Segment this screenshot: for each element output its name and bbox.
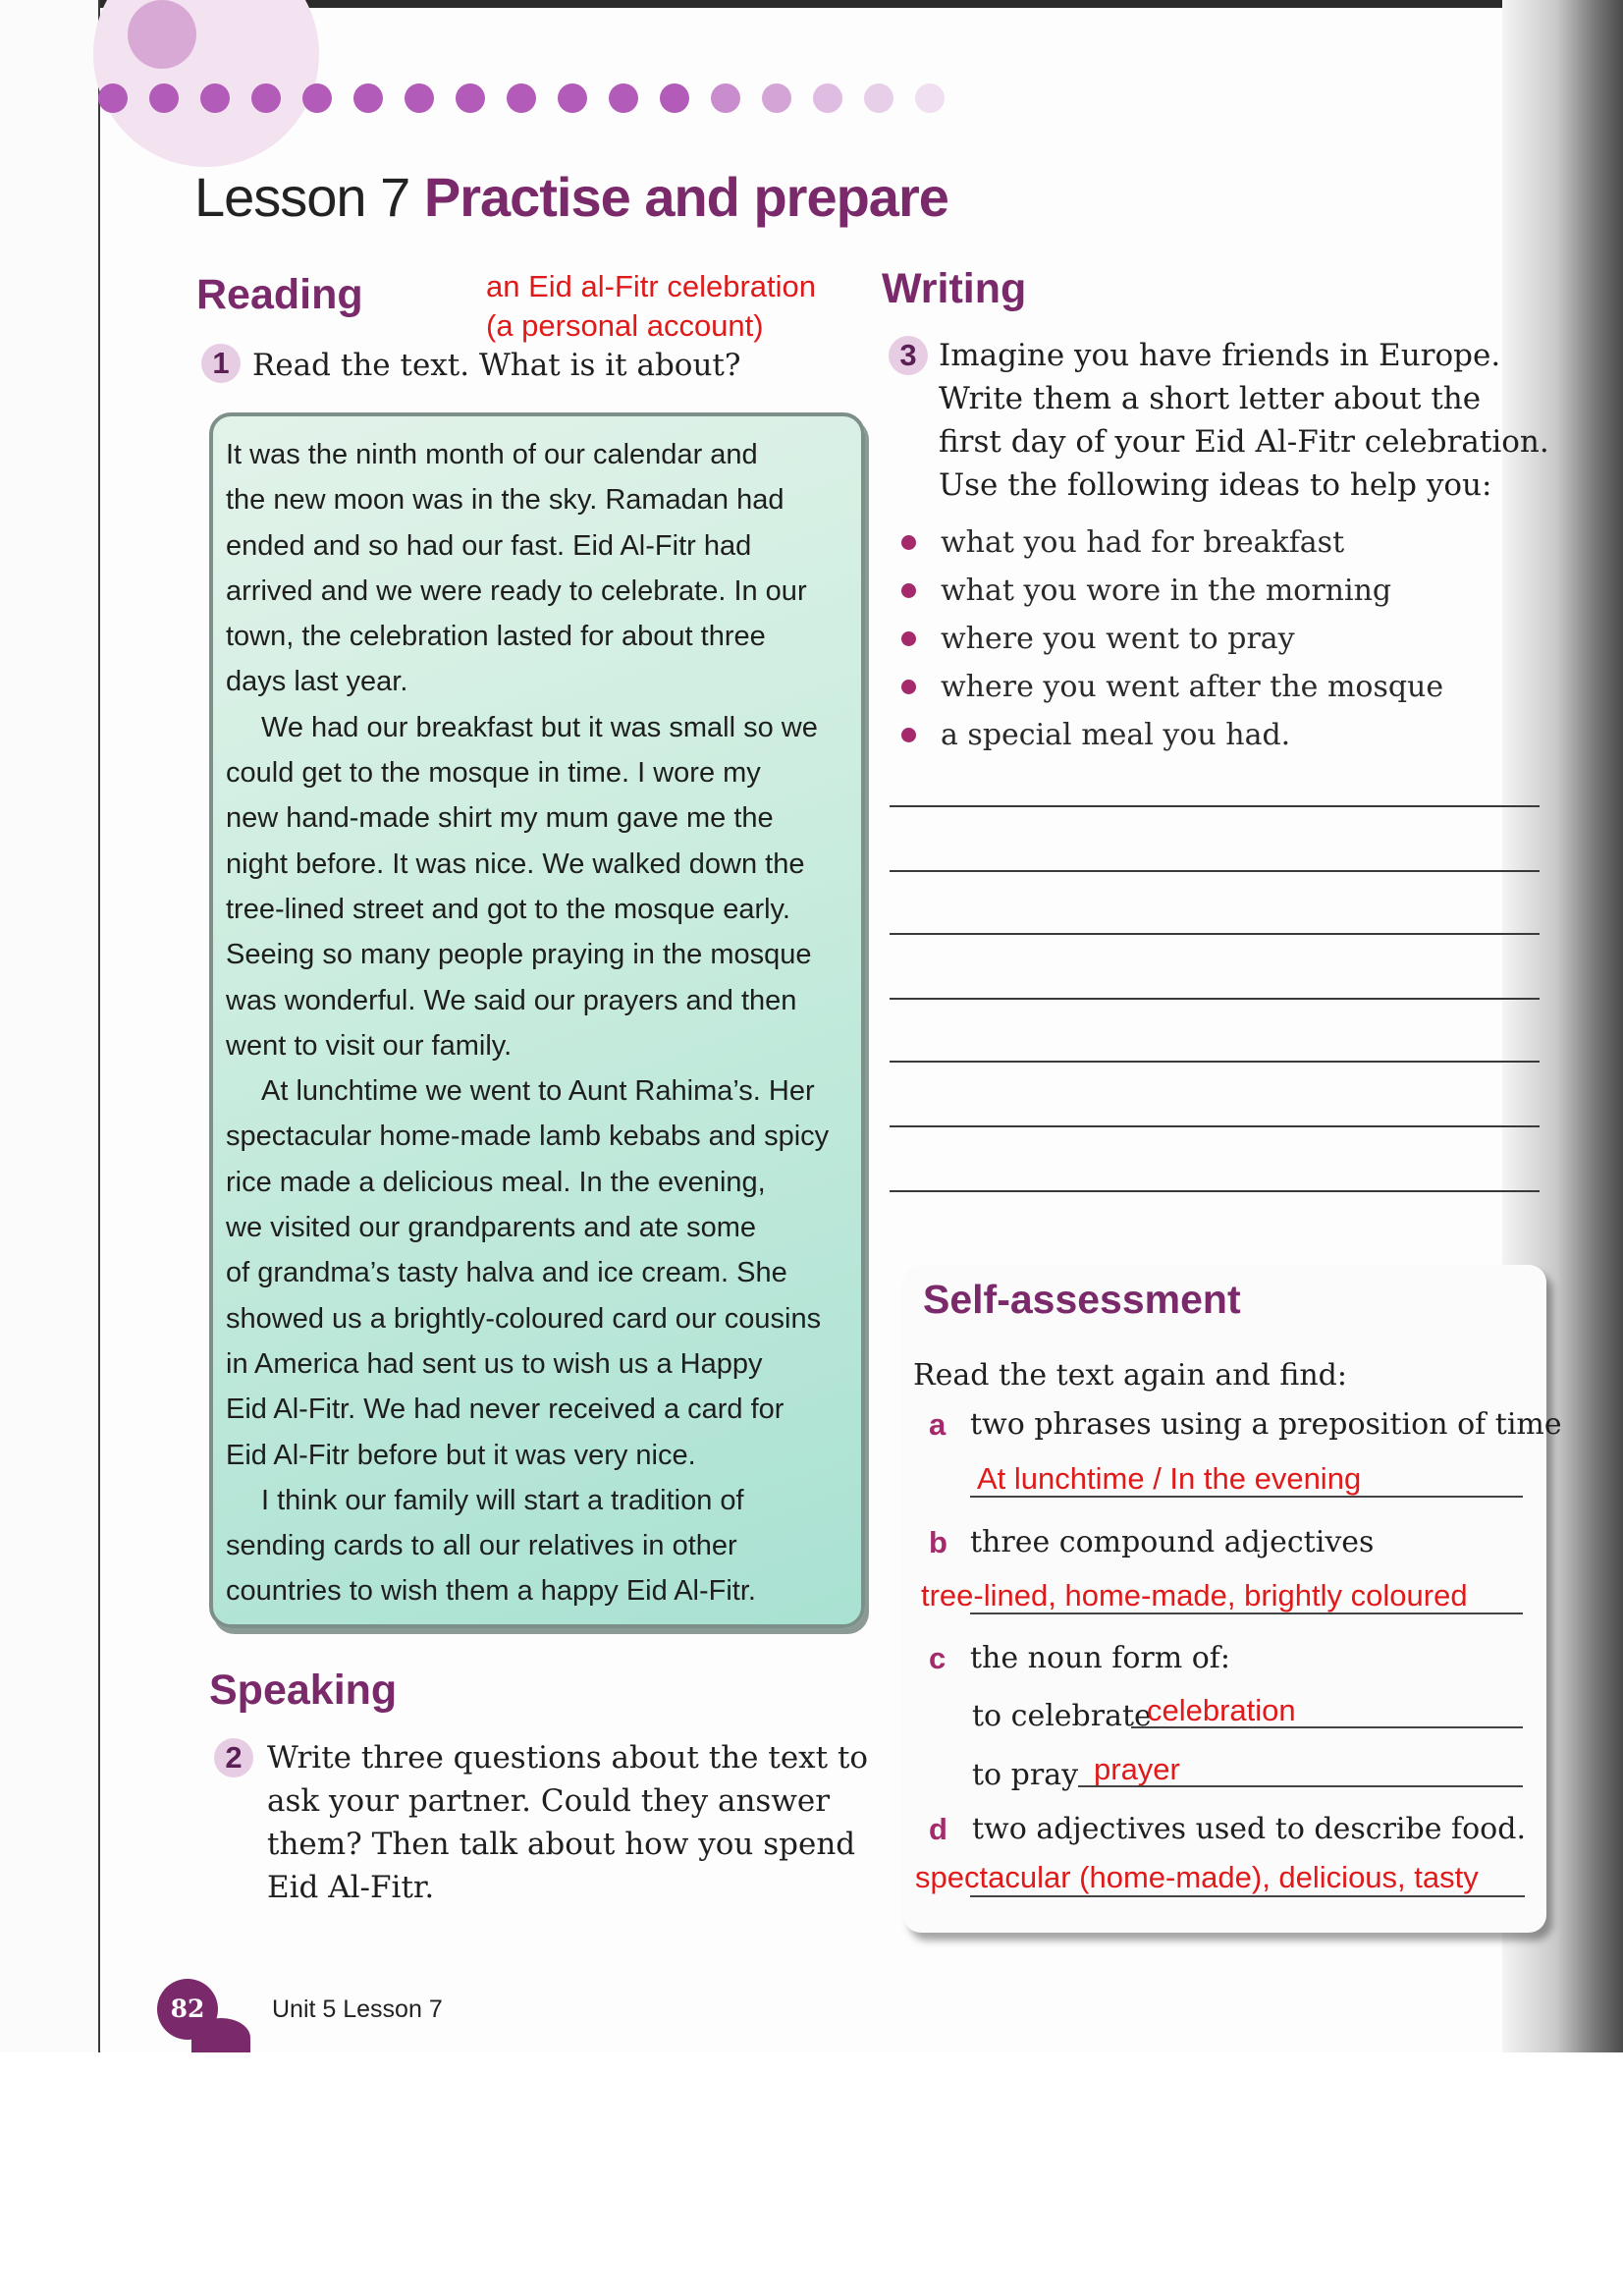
page-number: 82 [157, 1979, 218, 2040]
passage-line: days last year. [226, 666, 408, 698]
list-item [895, 711, 1485, 759]
passage-line: could get to the mosque in time. I wore my [226, 757, 761, 790]
passage-line: sending cards to all our relatives in other [226, 1530, 737, 1562]
passage-line: It was the ninth month of our calendar and [226, 439, 758, 470]
decorative-dot [762, 83, 791, 113]
lesson-name: Practise and prepare [423, 166, 948, 228]
self-assessment-intro: Read the text again and find: [913, 1358, 1347, 1393]
writing-line: first day of your Eid Al-Fitr celebration. [939, 424, 1549, 460]
passage-line: showed us a brightly-coloured card our cousins [226, 1302, 822, 1335]
decorative-circle-small [128, 0, 196, 69]
decorative-dot [660, 83, 689, 113]
speaking-line: Write three questions about the text to [267, 1740, 869, 1776]
decorative-dot [558, 83, 587, 113]
item-letter: c [929, 1641, 947, 1675]
decorative-dot [405, 83, 434, 113]
writing-answer-line[interactable] [890, 1190, 1540, 1192]
decorative-dot [149, 83, 179, 113]
answer-line[interactable] [1131, 1726, 1523, 1728]
answer-line[interactable] [970, 1613, 1523, 1614]
passage-line: spectacular home-made lamb kebabs and spicy [226, 1121, 830, 1153]
decorative-dot [456, 83, 485, 113]
passage-line: new hand-made shirt my mum gave me the [226, 802, 774, 835]
passage-line: Eid Al-Fitr before but it was very nice. [226, 1439, 696, 1471]
decorative-dot-row [98, 83, 982, 119]
bullet-icon [901, 680, 916, 694]
writing-instruction [939, 334, 1549, 507]
decorative-dot [98, 83, 128, 113]
speaking-line: ask your partner. Could they answer [267, 1783, 831, 1819]
answer-line[interactable] [970, 1895, 1525, 1897]
item-letter: b [929, 1525, 947, 1559]
list-item-text: what you wore in the morning [941, 574, 1392, 608]
passage-line: I think our family will start a tradition of [261, 1484, 744, 1516]
reading-heading: Reading [196, 271, 363, 318]
decorative-dot [915, 83, 945, 113]
passage-line: the new moon was in the sky. Ramadan had [226, 484, 784, 517]
writing-answer-line[interactable] [890, 870, 1540, 872]
writing-heading: Writing [882, 265, 1027, 312]
writing-answer-line[interactable] [890, 1125, 1540, 1127]
item-c2-answer: prayer [1094, 1752, 1180, 1786]
speaking-line: them? Then talk about how you spend [267, 1827, 856, 1862]
item-b-answer: tree-lined, home-made, brightly coloured [921, 1578, 1468, 1613]
passage-line: in America had sent us to wish us a Happy [226, 1347, 763, 1380]
self-assessment-title: Self-assessment [923, 1277, 1241, 1322]
list-item [895, 615, 1485, 663]
decorative-dot [200, 83, 230, 113]
passage-line: arrived and we were ready to celebrate. In our [226, 574, 807, 607]
item-letter: a [929, 1407, 947, 1442]
speaking-line: Eid Al-Fitr. [267, 1870, 435, 1905]
lesson-prefix: Lesson 7 [194, 166, 410, 228]
bullet-icon [901, 631, 916, 646]
exercise-number: 2 [214, 1738, 253, 1777]
passage-line: rice made a delicious meal. In the evening, [226, 1166, 766, 1198]
list-item-text: where you went to pray [941, 622, 1295, 656]
lesson-title [194, 165, 948, 229]
passage-line: ended and so had our fast. Eid Al-Fitr had [226, 529, 752, 562]
writing-line: Use the following ideas to help you: [939, 467, 1492, 503]
passage-line: was wonderful. We said our prayers and then [226, 984, 797, 1016]
item-c1-prompt: to celebrate [972, 1699, 1152, 1733]
speaking-instruction [267, 1736, 868, 1909]
passage-line: tree-lined street and got to the mosque early. [226, 893, 790, 925]
footer-unit-label: Unit 5 Lesson 7 [272, 1995, 443, 2023]
item-c-text: the noun form of: [970, 1641, 1230, 1675]
decorative-dot [353, 83, 383, 113]
decorative-dot [251, 83, 281, 113]
item-a-text: two phrases using a preposition of time [970, 1407, 1562, 1442]
list-item [895, 663, 1485, 711]
passage-line: Seeing so many people praying in the mosque [226, 939, 812, 971]
item-d-answer: spectacular (home-made), delicious, tasty [915, 1860, 1479, 1894]
writing-answer-line[interactable] [890, 805, 1540, 807]
item-a-answer: At lunchtime / In the evening [977, 1461, 1362, 1496]
passage-line: town, the celebration lasted for about three [226, 621, 766, 653]
writing-line: Imagine you have friends in Europe. [939, 338, 1501, 373]
passage-line: Eid Al-Fitr. We had never received a card for [226, 1394, 784, 1426]
item-d-text: two adjectives used to describe food. [972, 1812, 1526, 1846]
exercise-number: 1 [201, 344, 241, 383]
passage-line: of grandma’s tasty halva and ice cream. She [226, 1257, 787, 1289]
list-item-text: where you went after the mosque [941, 670, 1444, 704]
list-item [895, 519, 1485, 567]
reading-instruction: Read the text. What is it about? [252, 348, 741, 383]
answer-line[interactable] [970, 1496, 1523, 1498]
decorative-dot [609, 83, 638, 113]
passage-line: countries to wish them a happy Eid Al-Fitr. [226, 1575, 756, 1608]
passage-line: went to visit our family. [226, 1029, 513, 1062]
reading-answer-line1: an Eid al-Fitr celebration [486, 269, 816, 303]
writing-line: Write them a short letter about the [939, 381, 1482, 416]
reading-answer-line2: (a personal account) [486, 308, 764, 343]
passage-line: we visited our grandparents and ate some [226, 1212, 757, 1244]
list-item-text: what you had for breakfast [941, 525, 1345, 560]
passage-line: We had our breakfast but it was small so we [261, 711, 818, 743]
item-c2-prompt: to pray [972, 1758, 1079, 1792]
item-letter: d [929, 1812, 947, 1846]
exercise-number: 3 [889, 336, 928, 375]
list-item [895, 567, 1485, 615]
decorative-dot [864, 83, 893, 113]
bullet-icon [901, 535, 916, 550]
reading-passage [226, 432, 854, 1614]
list-item-text: a special meal you had. [941, 718, 1291, 752]
item-b-text: three compound adjectives [970, 1525, 1375, 1559]
decorative-dot [813, 83, 842, 113]
speaking-heading: Speaking [209, 1667, 398, 1714]
scan-blank-area [0, 2052, 1623, 2296]
decorative-dot [302, 83, 332, 113]
decorative-dot [711, 83, 740, 113]
decorative-dot [507, 83, 536, 113]
page-left-margin [0, 0, 100, 2052]
writing-ideas-list [895, 519, 1485, 759]
writing-answer-line[interactable] [890, 933, 1540, 935]
item-c1-answer: celebration [1147, 1693, 1296, 1727]
passage-line: night before. It was nice. We walked down the [226, 847, 805, 880]
bullet-icon [901, 728, 916, 742]
answer-line[interactable] [1078, 1785, 1523, 1787]
writing-answer-line[interactable] [890, 1061, 1540, 1063]
passage-line: At lunchtime we went to Aunt Rahima’s. Her [261, 1075, 815, 1108]
writing-answer-line[interactable] [890, 998, 1540, 1000]
bullet-icon [901, 583, 916, 598]
